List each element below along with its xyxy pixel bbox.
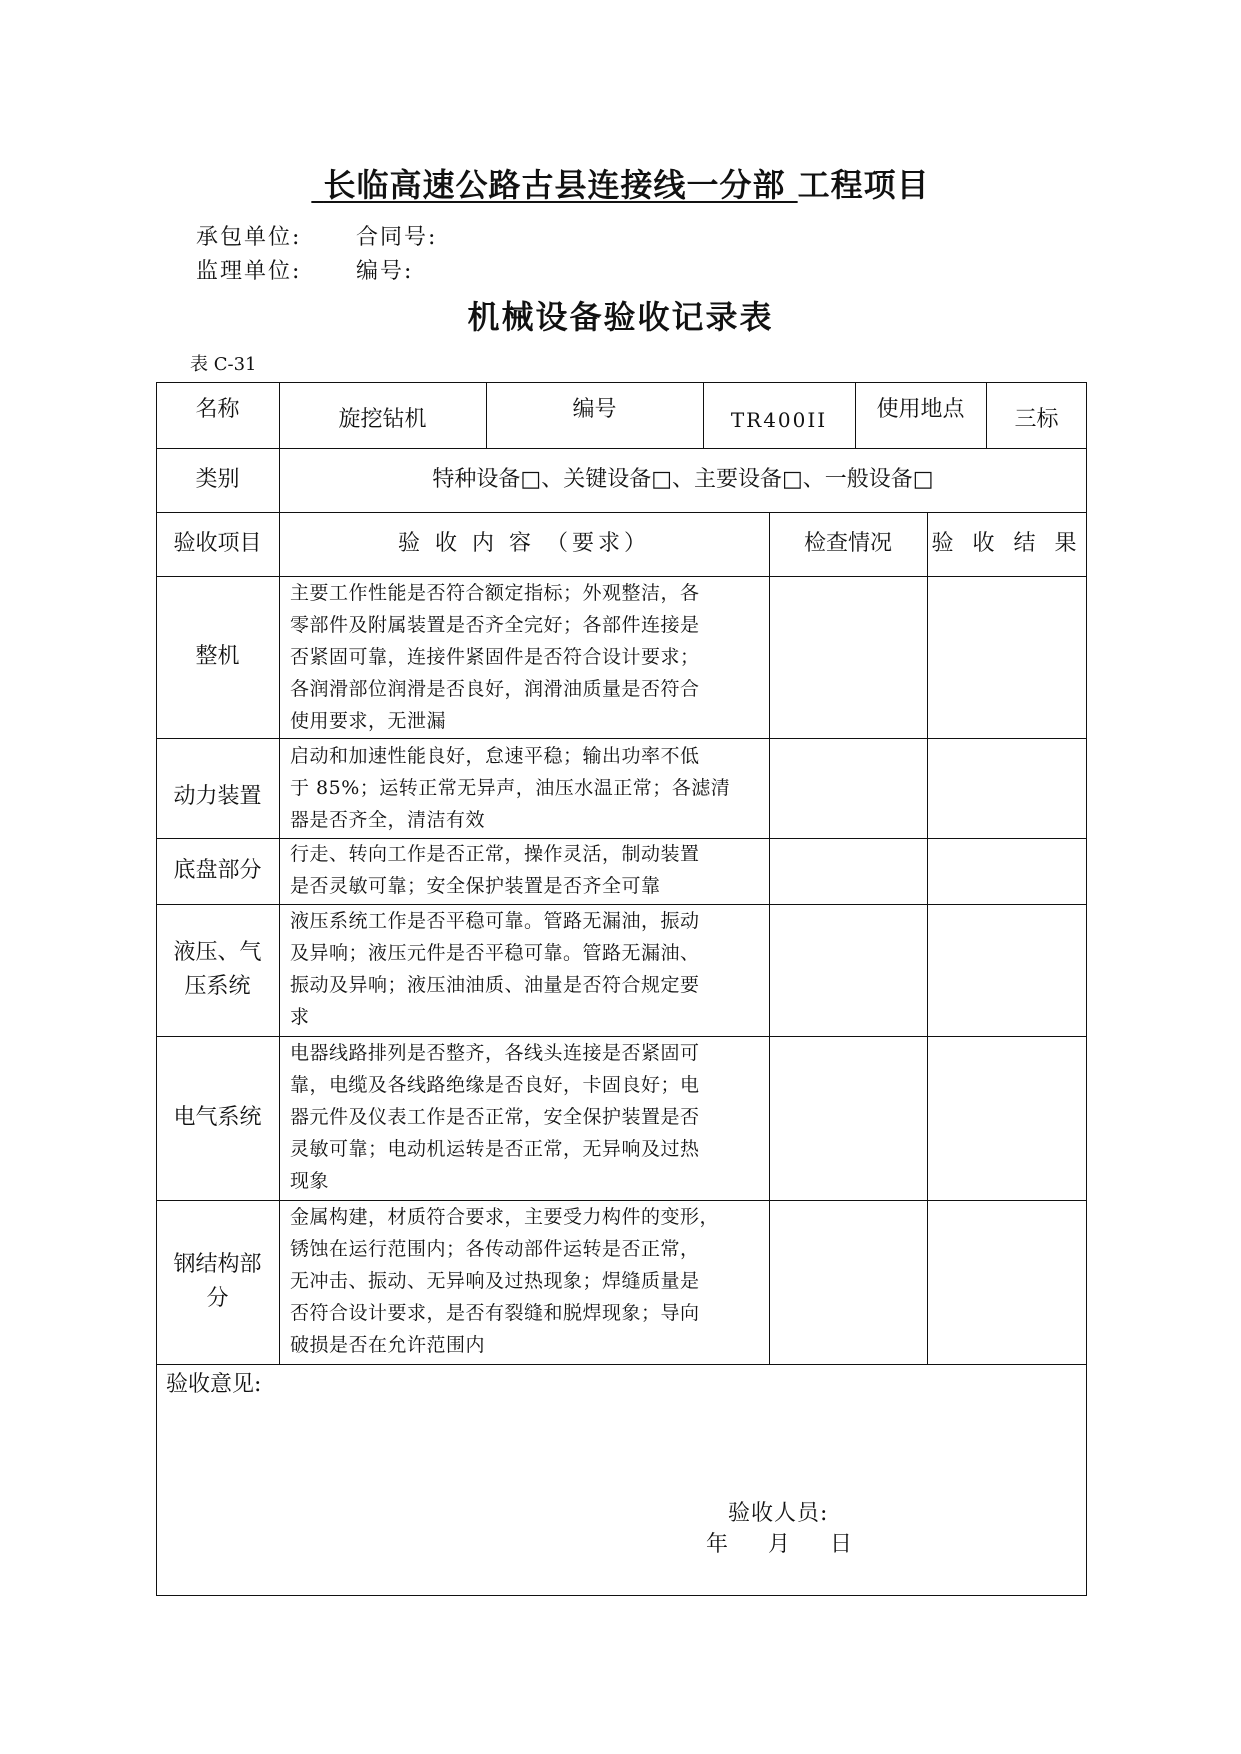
form-code: 表 C-31 (190, 354, 257, 375)
column-header-content: 验 收 内 容 （要求） (398, 531, 650, 556)
item-requirement: 金属构建，材质符合要求，主要受力构件的变形， 锈蚀在运行范围内；各传动部件运转是否正常， 无冲击、振动、无异响及过热现象；焊缝质量是 否符合设计要求，是否有裂缝和脱焊现象；导向 破损是否在允许范围内 (290, 1206, 720, 1356)
category-label: 类别 (195, 467, 240, 492)
column-header-result: 验 收 结 果 (931, 531, 1083, 556)
item-name-electrical-system: 电气系统 (173, 1105, 262, 1130)
item-name-chassis: 底盘部分 (173, 858, 262, 883)
grid-line (156, 1364, 1087, 1365)
item-name-power-unit: 动力装置 (173, 784, 262, 809)
contractor-label: 承包单位: (196, 225, 302, 250)
form-title: 机械设备验收记录表 (467, 298, 774, 336)
number-label: 编号 (572, 397, 617, 422)
category-value: 特种设备□、关键设备□、主要设备□、一般设备□ (432, 467, 934, 492)
contract-no-label: 合同号: (356, 225, 438, 250)
date-year-label: 年 (706, 1532, 729, 1557)
item-requirement: 启动和加速性能良好，怠速平稳；输出功率不低 于 85%；运转正常无异声，油压水温正常；各滤清 器是否齐全，清洁有效 (290, 745, 731, 831)
grid-line (156, 738, 1087, 739)
number-value: TR400II (730, 408, 828, 432)
item-name-hydraulic-system: 液压、气 压系统 (173, 940, 262, 999)
location-value: 三标 (1014, 407, 1059, 432)
date-day-label: 日 (830, 1532, 853, 1557)
name-label: 名称 (195, 397, 240, 422)
item-requirement: 液压系统工作是否平稳可靠。管路无漏油，振动 及异响；液压元件是否平稳可靠。管路无漏油、 振动及异响；液压油油质、油量是否符合规定要 求 (290, 910, 700, 1028)
grid-line (927, 512, 928, 1364)
item-requirement: 主要工作性能是否符合额定指标；外观整洁，各 零部件及附属装置是否齐全完好；各部件连接是 否紧固可靠，连接件紧固件是否符合设计要求； 各润滑部位润滑是否良好，润滑油质量是否符合 使用要求，无泄漏 (290, 582, 700, 732)
project-title (0, 160, 1241, 206)
item-name-whole-machine: 整机 (195, 644, 240, 669)
opinion-label: 验收意见: (166, 1372, 262, 1397)
column-header-check: 检查情况 (803, 531, 892, 556)
grid-line (769, 512, 770, 1364)
project-suffix: 工程项目 (797, 166, 930, 204)
item-requirement: 电器线路排列是否整齐，各线头连接是否紧固可 靠，电缆及各线路绝缘是否良好，卡固良好；电 器元件及仪表工作是否正常，安全保护装置是否 灵敏可靠；电动机运转是否正常，无异响及过热 现象 (290, 1042, 700, 1192)
project-name: 长临高速公路古县连接线一分部 (323, 166, 786, 204)
date-month-label: 月 (768, 1532, 791, 1557)
serial-no-label: 编号: (356, 259, 414, 284)
name-value: 旋挖钻机 (338, 407, 427, 432)
column-header-item: 验收项目 (173, 531, 262, 556)
inspector-label: 验收人员: (728, 1501, 829, 1526)
item-name-steel-structure: 钢结构部 分 (173, 1252, 262, 1311)
grid-line (279, 512, 280, 1364)
item-requirement: 行走、转向工作是否正常，操作灵活，制动装置 是否灵敏可靠；安全保护装置是否齐全可靠 (290, 843, 700, 897)
supervisor-label: 监理单位: (196, 259, 302, 284)
location-label: 使用地点 (876, 397, 965, 422)
